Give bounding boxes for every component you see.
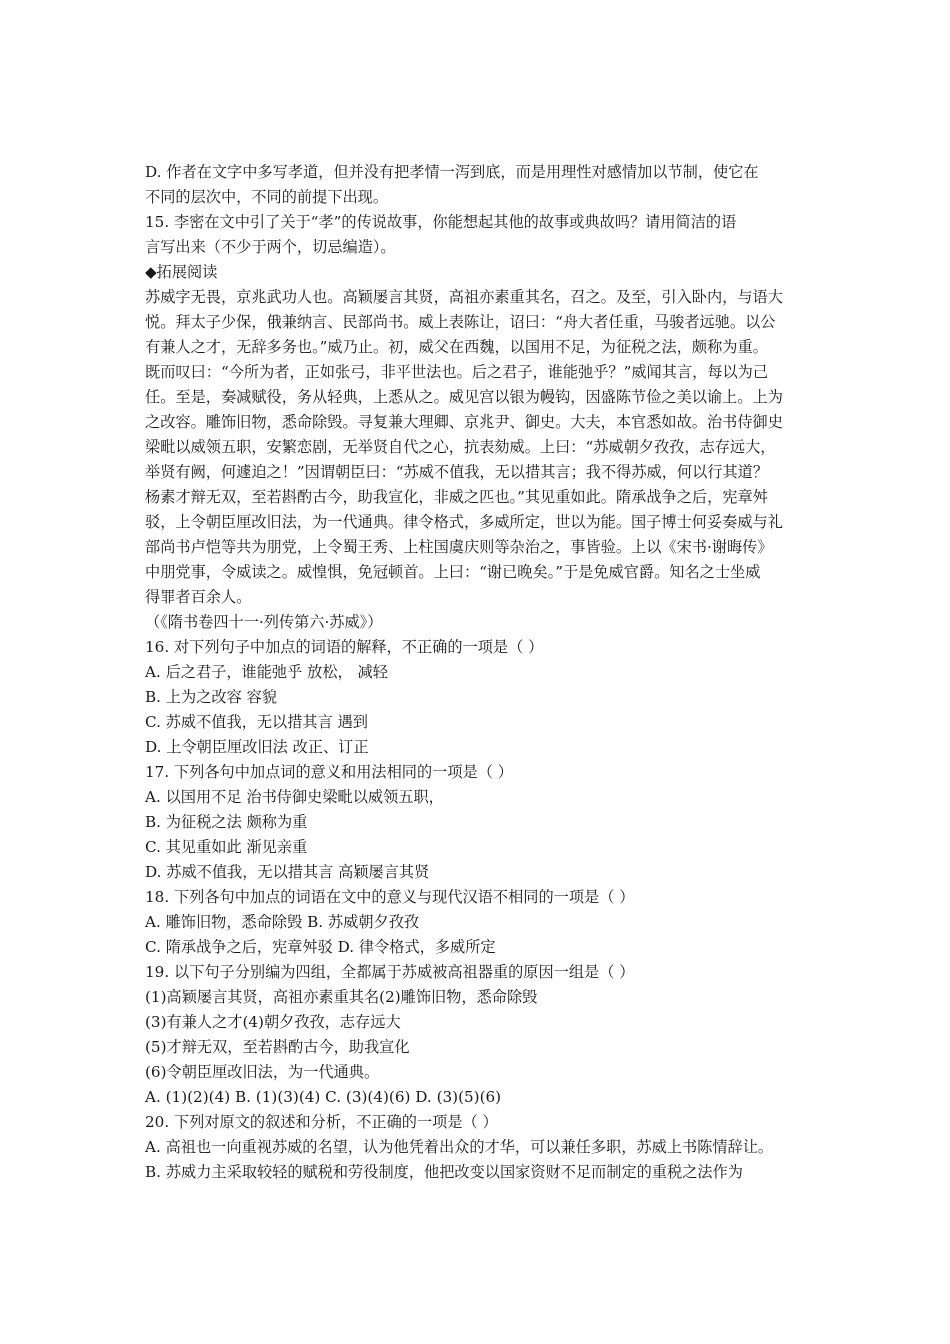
question-20: 20. 下列对原文的叙述和分析，不正确的一项是（ ） <box>145 1113 498 1131</box>
question-19-item-6: (6)令朝臣厘改旧法，为一代通典。 <box>145 1063 380 1081</box>
passage-line: 梁毗以威领五职，安繁恋剧，无举贤自代之心，抗表劾威。上曰：“苏威朝夕孜孜，志存远大， <box>145 438 776 456</box>
question-15-line-1: 15. 李密在文中引了关于“孝”的传说故事，你能想起其他的故事或典故吗？请用简洁的语 <box>145 213 737 231</box>
passage-line: 任。至是，奏减赋役，务从轻典，上悉从之。威见宫以银为幔钩，因盛陈节俭之美以谕上。上为 <box>145 388 783 406</box>
question-18: 18. 下列各句中加点的词语在文中的意义与现代汉语不相同的一项是（ ） <box>145 888 635 906</box>
option-d-line-2: 不同的层次中，不同的前提下出现。 <box>145 188 388 206</box>
passage-line: 之改容。雕饰旧物，悉命除毁。寻复兼大理卿、京兆尹、御史。大夫，本官悉如故。治书侍御史 <box>145 413 783 431</box>
question-19-item-1-2: (1)高颖屡言其贤，高祖亦素重其名(2)雕饰旧物，悉命除毁 <box>145 988 538 1006</box>
option-d-line-1: D. 作者在文字中多写孝道，但并没有把孝情一泻到底，而是用理性对感情加以节制，使它在 <box>145 163 759 181</box>
passage-line: 既而叹曰：“今所为者，正如张弓，非平世法也。后之君子，谁能弛乎？”威闻其言，每以为己 <box>145 363 769 381</box>
question-16-option-c: C. 苏威不值我，无以措其言 遇到 <box>145 713 368 731</box>
question-16-option-d: D. 上令朝臣厘改旧法 改正、订正 <box>145 738 369 756</box>
passage-line: 中朋党事，令威读之。威惶惧，免冠顿首。上曰：“谢已晚矣。”于是免威官爵。知名之士坐威 <box>145 563 761 581</box>
passage-line: 得罪者百余人。 <box>145 588 252 606</box>
question-18-options-ab: A. 雕饰旧物，悉命除毁 B. 苏威朝夕孜孜 <box>145 913 420 931</box>
question-17-option-d: D. 苏威不值我，无以措其言 高颖屡言其贤 <box>145 863 430 881</box>
question-19-options: A. (1)(2)(4) B. (1)(3)(4) C. (3)(4)(6) D. (3)(5)(6) <box>145 1088 502 1106</box>
passage-line: 悦。拜太子少保，俄兼纳言、民部尚书。威上表陈让，诏曰：“舟大者任重，马骏者远驰。以公 <box>145 313 776 331</box>
question-17-option-b: B. 为征税之法 颇称为重 <box>145 813 308 831</box>
question-19-item-3-4: (3)有兼人之才(4)朝夕孜孜，志存远大 <box>145 1013 401 1031</box>
question-17-option-a: A. 以国用不足 治书侍御史梁毗以威领五职， <box>145 788 444 806</box>
passage-line: 苏威字无畏，京兆武功人也。高颖屡言其贤，高祖亦素重其名，召之。及至，引入卧内，与语大 <box>145 288 783 306</box>
passage-line: 有兼人之才，无辞多务也。”威乃止。初，威父在西魏，以国用不足，为征税之法，颇称为重。 <box>145 338 768 356</box>
passage-line: 驳，上令朝臣厘改旧法，为一代通典。律令格式，多威所定，世以为能。国子博士何妥奏威与礼 <box>145 513 783 531</box>
passage-source: （《隋书卷四十一·列传第六·苏威》） <box>145 613 383 631</box>
question-19-item-5: (5)才辩无双，至若斟酌古今，助我宣化 <box>145 1038 410 1056</box>
question-20-option-a: A. 高祖也一向重视苏威的名望，认为他凭着出众的才华，可以兼任多职，苏威上书陈情辞让。 <box>145 1138 774 1156</box>
question-20-option-b: B. 苏威力主采取较轻的赋税和劳役制度，他把改变以国家资财不足而制定的重税之法作为 <box>145 1163 743 1181</box>
passage-line: 杨素才辩无双，至若斟酌古今，助我宣化，非威之匹也。”其见重如此。隋承战争之后，宪章舛 <box>145 488 768 506</box>
question-15-line-2: 言写出来（不少于两个，切忌编造）。 <box>145 238 396 256</box>
question-16: 16. 对下列句子中加点的词语的解释，不正确的一项是（ ） <box>145 638 544 656</box>
question-16-option-a: A. 后之君子，谁能弛乎 放松， 减轻 <box>145 663 388 681</box>
question-16-option-b: B. 上为之改容 容貌 <box>145 688 277 706</box>
document-page <box>145 160 825 1185</box>
question-17: 17. 下列各句中加点词的意义和用法相同的一项是（ ） <box>145 763 513 781</box>
passage-line: 部尚书卢恺等共为朋党，上令蜀王秀、上柱国虞庆则等杂治之，事皆验。上以《宋书·谢晦传》 <box>145 538 773 556</box>
question-18-options-cd: C. 隋承战争之后，宪章舛驳 D. 律令格式，多威所定 <box>145 938 496 956</box>
section-heading-extended-reading: ◆拓展阅读 <box>145 263 218 281</box>
passage-line: 举贤有阙，何遽迫之！”因谓朝臣曰：“苏威不值我，无以措其言；我不得苏威，何以行其道？ <box>145 463 769 481</box>
question-17-option-c: C. 其见重如此 渐见亲重 <box>145 838 308 856</box>
question-19: 19. 以下句子分别编为四组，全都属于苏威被高祖器重的原因一组是（ ） <box>145 963 635 981</box>
